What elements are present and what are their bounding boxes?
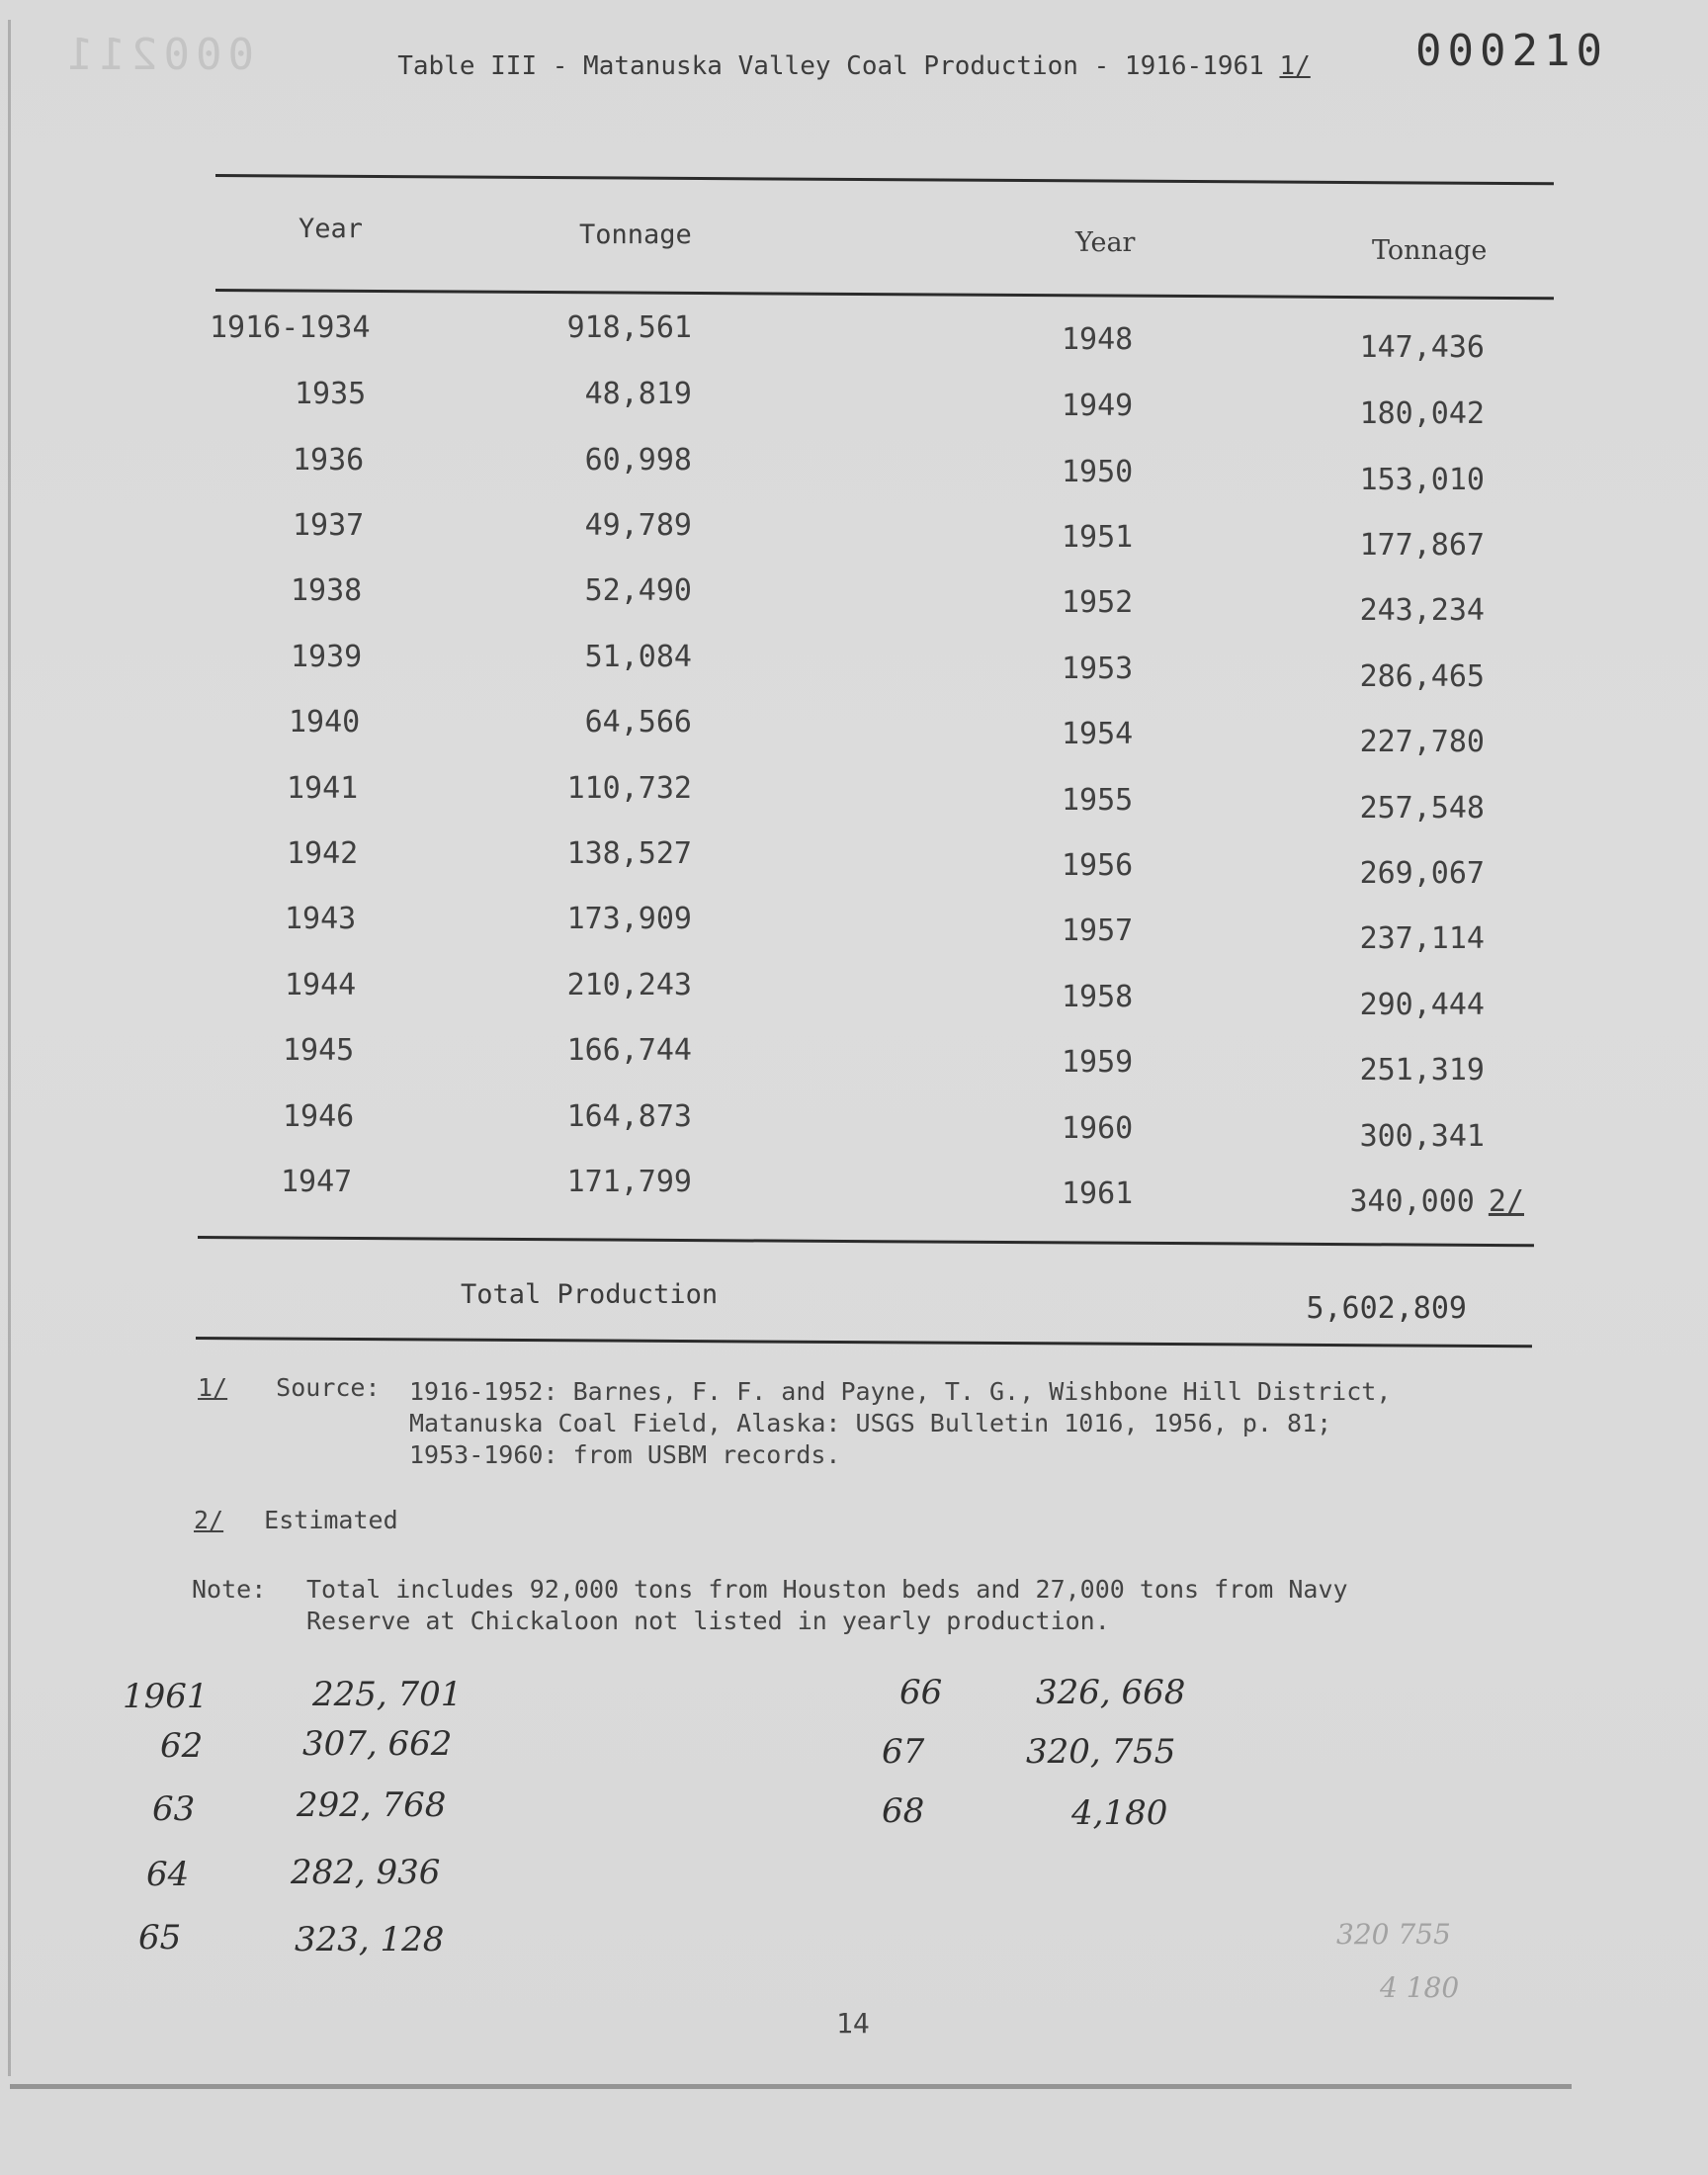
cell-year: 1916-1934	[210, 310, 371, 345]
table-row	[0, 902, 1708, 956]
note-label: Note:	[192, 1575, 267, 1604]
total-production-label: Total Production	[461, 1279, 719, 1310]
cell-year: 1935	[295, 377, 367, 411]
footnote-1-body	[409, 1376, 1391, 1471]
footnote-2	[194, 1505, 398, 1536]
handwritten-year: 1961	[123, 1677, 209, 1716]
cell-tonnage: 173,909	[566, 902, 692, 936]
cell-tonnage: 51,084	[584, 640, 692, 674]
cell-tonnage: 180,042	[1359, 396, 1485, 431]
cell-tonnage: 918,561	[566, 310, 692, 345]
cell-year: 1943	[285, 902, 357, 936]
cell-year: 1950	[1062, 455, 1134, 489]
handwritten-value: 225, 701	[312, 1675, 463, 1714]
page-bottom-edge	[10, 2084, 1572, 2089]
table-row	[0, 771, 1708, 826]
footnote-1-line: 1916-1952: Barnes, F. F. and Payne, T. G., Wishbone Hill District,	[409, 1377, 1392, 1406]
cell-year: 1955	[1062, 783, 1134, 818]
footnote-2-ref: 2/	[1488, 1184, 1524, 1219]
handwritten-year: 68	[882, 1791, 925, 1831]
handwritten-year: 62	[160, 1726, 204, 1766]
document-stamp-number: 000210	[1415, 26, 1608, 76]
cell-year: 1954	[1062, 717, 1134, 751]
handwritten-value: 292, 768	[297, 1785, 447, 1825]
cell-tonnage	[1349, 1184, 1524, 1219]
cell-tonnage: 64,566	[584, 705, 692, 740]
cell-tonnage: 177,867	[1359, 528, 1485, 563]
cell-year: 1959	[1062, 1045, 1134, 1080]
footnote-1-mark: 1/	[198, 1373, 228, 1402]
footnote-2-mark: 2/	[194, 1506, 224, 1534]
cell-year: 1936	[293, 443, 365, 478]
cell-tonnage: 269,067	[1359, 856, 1485, 891]
cell-year: 1941	[287, 771, 359, 806]
cell-year: 1949	[1062, 389, 1134, 423]
handwritten-year: 66	[899, 1673, 943, 1712]
cell-tonnage: 153,010	[1359, 463, 1485, 497]
handwritten-year: 67	[882, 1732, 925, 1772]
header-tonnage-left: Tonnage	[579, 219, 692, 250]
handwritten-value: 282, 936	[291, 1853, 441, 1892]
table-title-text: Table III - Matanuska Valley Coal Production - 1916-1961	[397, 51, 1264, 81]
cell-tonnage: 171,799	[566, 1165, 692, 1199]
cell-year: 1952	[1062, 585, 1134, 620]
cell-tonnage: 49,789	[584, 508, 692, 543]
cell-year: 1946	[283, 1099, 355, 1134]
cell-year: 1956	[1062, 848, 1134, 883]
cell-year: 1942	[287, 836, 359, 871]
cell-tonnage: 227,780	[1359, 725, 1485, 759]
stamp-ghost: 000211	[61, 30, 254, 80]
table-row	[0, 1033, 1708, 1088]
handwritten-faint-note: 4 180	[1380, 1971, 1460, 2004]
cell-year: 1947	[281, 1165, 353, 1199]
handwritten-value: 307, 662	[302, 1724, 453, 1764]
cell-tonnage: 138,527	[566, 836, 692, 871]
handwritten-year: 64	[146, 1855, 190, 1894]
cell-tonnage: 286,465	[1359, 659, 1485, 694]
cell-tonnage: 251,319	[1359, 1053, 1485, 1088]
cell-year: 1961	[1062, 1176, 1134, 1211]
cell-year: 1958	[1062, 980, 1134, 1014]
handwritten-year: 65	[138, 1918, 182, 1958]
header-year-left: Year	[299, 214, 364, 244]
cell-year: 1939	[291, 640, 363, 674]
table-row	[0, 508, 1708, 563]
header-bottom-rule	[215, 289, 1554, 300]
handwritten-value: 326, 668	[1036, 1673, 1186, 1712]
header-tonnage-right: Tonnage	[1372, 235, 1488, 266]
table-top-rule	[215, 174, 1554, 185]
table-row	[0, 1099, 1708, 1154]
cell-tonnage: 60,998	[584, 443, 692, 478]
cell-tonnage: 237,114	[1359, 921, 1485, 956]
cell-year: 1944	[285, 968, 357, 1002]
cell-tonnage: 164,873	[566, 1099, 692, 1134]
cell-tonnage: 210,243	[566, 968, 692, 1002]
cell-year: 1951	[1062, 520, 1134, 555]
cell-tonnage: 243,234	[1359, 593, 1485, 628]
cell-tonnage: 290,444	[1359, 988, 1485, 1022]
note-body	[306, 1574, 1348, 1637]
table-bottom-rule	[198, 1236, 1534, 1247]
cell-tonnage-value: 340,000	[1349, 1184, 1475, 1219]
handwritten-year: 63	[152, 1789, 196, 1829]
footnote-1	[198, 1372, 381, 1404]
total-production-value: 5,602,809	[1306, 1291, 1467, 1326]
table-row	[0, 377, 1708, 431]
title-footnote-ref: 1/	[1279, 51, 1311, 81]
cell-year: 1938	[291, 573, 363, 608]
cell-tonnage: 110,732	[566, 771, 692, 806]
footnote-1-line: 1953-1960: from USBM records.	[409, 1440, 841, 1469]
cell-tonnage: 166,744	[566, 1033, 692, 1068]
table-row	[0, 1165, 1708, 1219]
table-row	[0, 705, 1708, 759]
cell-tonnage: 257,548	[1359, 791, 1485, 826]
cell-year: 1937	[293, 508, 365, 543]
cell-year: 1940	[289, 705, 361, 740]
footnote-1-label: Source:	[276, 1373, 381, 1402]
header-year-right: Year	[1075, 227, 1136, 258]
total-bottom-rule	[196, 1337, 1532, 1348]
table-row	[0, 640, 1708, 694]
cell-tonnage: 147,436	[1359, 330, 1485, 365]
cell-year: 1953	[1062, 652, 1134, 686]
table-row	[0, 310, 1708, 365]
handwritten-faint-note: 320 755	[1336, 1918, 1451, 1951]
cell-year: 1960	[1062, 1111, 1134, 1146]
cell-tonnage: 52,490	[584, 573, 692, 608]
table-row	[0, 573, 1708, 628]
footnote-2-text: Estimated	[264, 1506, 398, 1534]
table-title	[0, 51, 1708, 81]
cell-year: 1948	[1062, 322, 1134, 357]
footnote-1-line: Matanuska Coal Field, Alaska: USGS Bulletin 1016, 1956, p. 81;	[409, 1409, 1332, 1437]
cell-tonnage: 48,819	[584, 377, 692, 411]
table-row	[0, 443, 1708, 497]
handwritten-value: 323, 128	[295, 1920, 445, 1959]
table-row	[0, 836, 1708, 891]
table-row	[0, 968, 1708, 1022]
cell-tonnage: 300,341	[1359, 1119, 1485, 1154]
note-line: Reserve at Chickaloon not listed in yearly production.	[306, 1607, 1110, 1635]
cell-year: 1945	[283, 1033, 355, 1068]
page-number: 14	[836, 2007, 870, 2040]
cell-year: 1957	[1062, 914, 1134, 948]
handwritten-value: 320, 755	[1026, 1732, 1176, 1772]
handwritten-value: 4,180	[1071, 1793, 1168, 1833]
note-line: Total includes 92,000 tons from Houston beds and 27,000 tons from Navy	[306, 1575, 1348, 1604]
